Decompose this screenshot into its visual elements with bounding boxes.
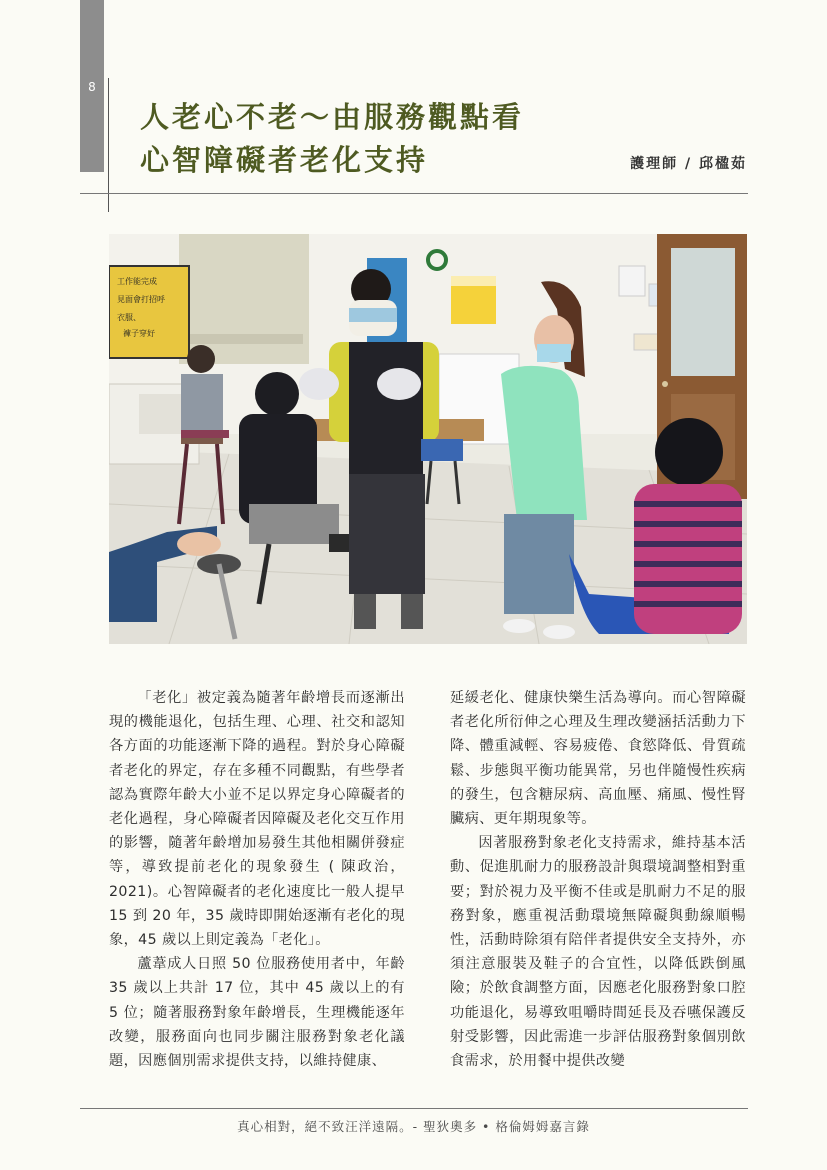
page-number: 8 [88, 80, 96, 94]
photo-illustration [109, 234, 747, 644]
article-title-line-1: 人老心不老～由服務觀點看 [140, 100, 525, 134]
article-title [140, 96, 524, 182]
paragraph-support-needs: 因著服務對象老化支持需求，維持基本活動、促進肌耐力的服務設計與環境調整相對重要；對於視力及平衡不佳或是肌耐力不足的服務對象，應重視活動環境無障礙與動線順暢性，活動時除須有陪伴者提供安全支持外，亦須注意服裝及鞋子的合宜性，以降低跌倒風險；於飲食調整方面，因應老化服務對象口腔功能退化，易導致咀嚼時間延長及吞嚥保護反射受影響，因此需進一步評估服務對象個別飲食需求，於用餐中提供改變 [450, 835, 746, 1070]
board-line-3: 衣服、 [117, 313, 141, 322]
paragraph-aging-changes: 延緩老化、健康快樂生活為導向。而心智障礙者老化所衍伸之心理及生理改變涵括活動力下降、體重減輕、容易疲倦、食慾降低、骨質疏鬆、步態與平衡功能異常，另也伴隨慢性疾病的發生，包含糖尿病、高血壓、痛風、慢性腎臟病、更年期現象等。 [450, 690, 746, 828]
notice-board [109, 266, 189, 358]
footer-divider [80, 1108, 748, 1109]
footer-quote: 真心相對，絕不致汪洋遠隔。- 聖狄奧多 • 格倫姆姆嘉言錄 [237, 1119, 590, 1134]
body-column-left [109, 686, 405, 1073]
board-line-1: 工作能完成 [117, 277, 157, 286]
board-line-4: 褲子穿好 [123, 329, 155, 338]
title-divider-horizontal [80, 193, 748, 194]
paragraph-service-users: 蘆葦成人日照 50 位服務使用者中，年齡 35 歲以上共計 17 位，其中 45 歲以上的有 5 位；隨著服務對象年齡增長，生理機能逐年改變，服務面向也同步關注服務對象老化議題，因應個別需求提供支持，以維持健康、 [109, 956, 405, 1070]
body-column-right [450, 686, 746, 1073]
article-photo [109, 234, 747, 644]
board-line-2: 見面會打招呼 [117, 295, 165, 304]
paragraph-aging-definition: 「老化」被定義為隨著年齡增長而逐漸出現的機能退化，包括生理、心理、社交和認知各方面的功能逐漸下降的過程。對於身心障礙者老化的界定，存在多種不同觀點，有些學者認為實際年齡大小並不足以界定身心障礙者的老化過程，身心障礙者因障礙及老化交互作用的影響，隨著年齡增加易發生其他相關併發症等，導致提前老化的現象發生 ( 陳政治，2021)。心智障礙者的老化速度比一般人提早 15 到 20 年，35 歲時即開始逐漸有老化的現象，45 歲以上則定義為「老化」。 [109, 690, 405, 949]
article-title-line-2: 心智障礙者老化支持 [140, 143, 429, 177]
article-author: 護理師 / 邱楹茹 [630, 156, 747, 172]
title-divider-vertical [108, 78, 109, 212]
